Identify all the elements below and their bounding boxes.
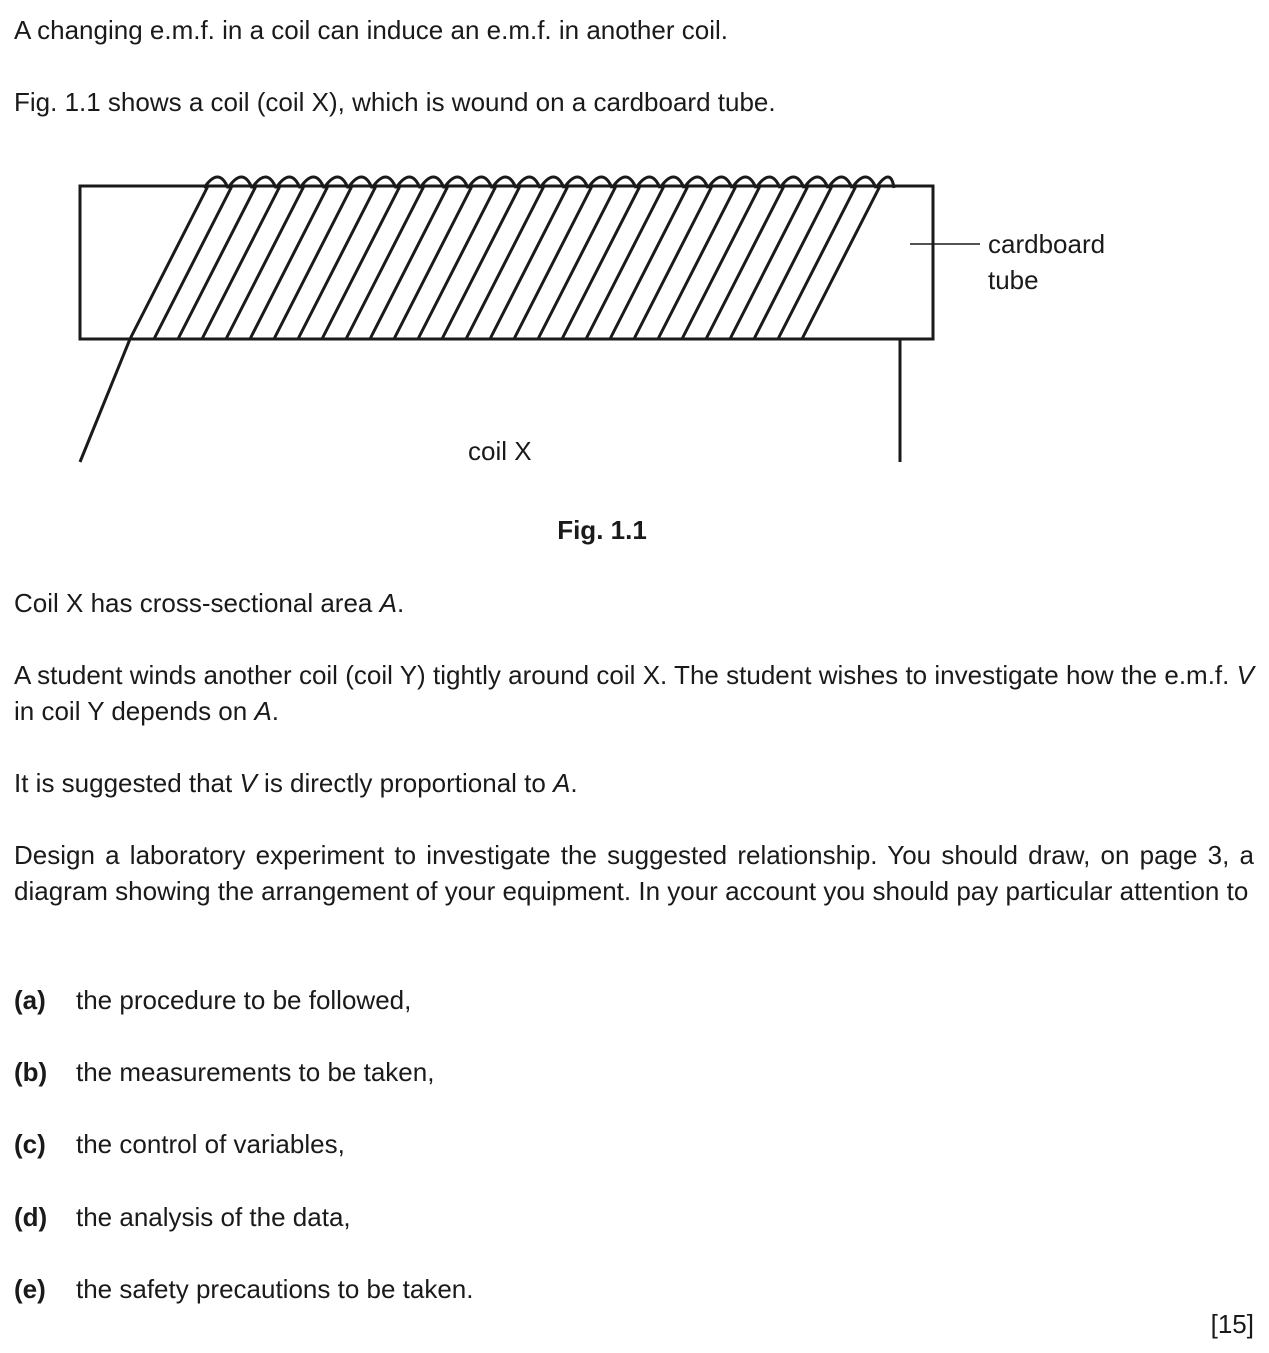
design-instruction: Design a laboratory experiment to investigate the suggested relationship. You should draw, on page 3, a diagram showing the arrangement of your equipment. In your account you should pay particular attention to [14, 840, 1254, 906]
intro-line-2: Fig. 1.1 shows a coil (coil X), which is wound on a cardboard tube. [14, 87, 776, 117]
student-statement: A student winds another coil (coil Y) tightly around coil X. The student wishes to investigate how the e.m.f. V in coil Y depends on A. [14, 660, 1254, 726]
part-d: (d) the analysis of the data, [14, 1202, 351, 1232]
figure-caption: Fig. 1.1 [557, 515, 647, 545]
coil-diagram [0, 150, 1269, 480]
part-a: (a) the procedure to be followed, [14, 985, 412, 1015]
part-c: (c) the control of variables, [14, 1129, 345, 1159]
intro-line-1: A changing e.m.f. in a coil can induce an e.m.f. in another coil. [14, 15, 728, 45]
coil-turns [130, 177, 894, 339]
part-b: (b) the measurements to be taken, [14, 1057, 435, 1087]
marks-total: [15] [1210, 1309, 1254, 1339]
suggestion-statement: It is suggested that V is directly proportional to A. [14, 768, 578, 798]
coil-winding-path [130, 177, 894, 339]
label-tube: tube [988, 265, 1039, 295]
label-coil-x: coil X [468, 436, 532, 466]
part-e: (e) the safety precautions to be taken. [14, 1274, 474, 1304]
lead-left [80, 339, 130, 462]
area-statement: Coil X has cross-sectional area A. [14, 588, 405, 618]
label-cardboard: cardboard [988, 229, 1106, 259]
